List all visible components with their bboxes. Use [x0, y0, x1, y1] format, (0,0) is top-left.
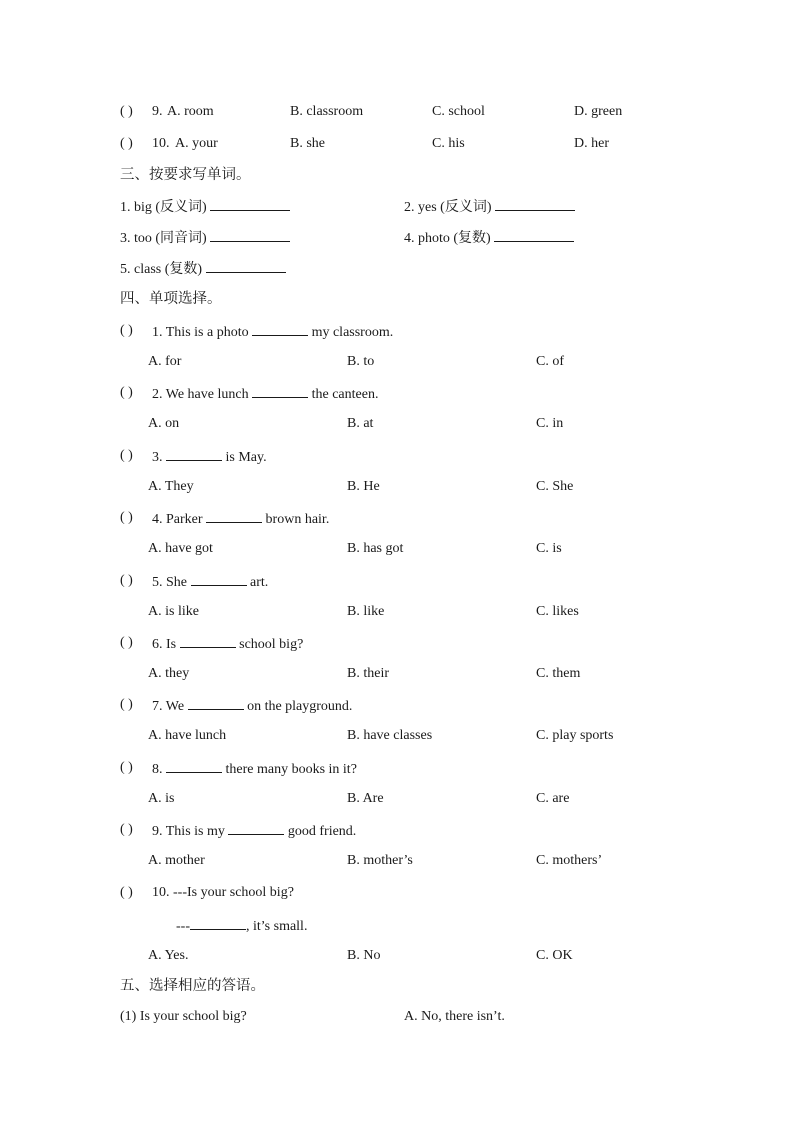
option-c[interactable]: C. play sports	[536, 728, 614, 743]
question-stem	[152, 758, 357, 780]
question-text: on the playground.	[247, 699, 353, 714]
question-text: brown hair.	[265, 512, 330, 527]
option-c[interactable]: C. are	[536, 791, 570, 806]
option-b[interactable]: B. like	[347, 604, 385, 619]
question-text: 9. This is my	[152, 824, 225, 839]
option-a[interactable]: A. for	[148, 354, 182, 369]
question-text: there many books in it?	[225, 762, 357, 777]
answer-paren[interactable]: ( )	[120, 385, 133, 400]
question-row	[120, 508, 680, 528]
word-item-label: 5. class (复数)	[120, 262, 203, 277]
question-text: 10. ---Is your school big?	[152, 885, 294, 900]
question-text: , it’s small.	[246, 919, 308, 934]
question-stem	[152, 383, 378, 405]
fill-blank[interactable]	[188, 695, 244, 710]
answer-paren[interactable]: ( )	[120, 822, 133, 837]
question-text: 3.	[152, 450, 163, 465]
option-a[interactable]: A. is	[148, 791, 175, 806]
fill-blank[interactable]	[190, 915, 246, 930]
question-row	[120, 633, 680, 653]
options-row	[120, 477, 680, 497]
question-row	[120, 883, 680, 903]
options-row	[120, 789, 680, 809]
question-text: school big?	[239, 637, 304, 652]
word-item-4	[404, 227, 574, 249]
option-b[interactable]: B. to	[347, 354, 375, 369]
option-a: A. your	[175, 136, 218, 151]
word-item-3	[120, 227, 290, 249]
answer-blank[interactable]	[495, 196, 575, 211]
part3-row-3	[120, 258, 680, 278]
fill-blank[interactable]	[228, 820, 284, 835]
section-heading: 四、单项选择。	[120, 291, 222, 307]
question-row	[120, 758, 680, 778]
answer-blank[interactable]	[210, 227, 290, 242]
question-stem	[176, 915, 307, 937]
fill-blank[interactable]	[180, 633, 236, 648]
option-a[interactable]: A. is like	[148, 604, 199, 619]
option-a: A. room	[167, 104, 214, 119]
question-row	[120, 820, 680, 840]
part4-heading	[120, 289, 680, 309]
option-a[interactable]: A. mother	[148, 853, 205, 868]
question-text: the canteen.	[311, 387, 379, 402]
word-item-2	[404, 196, 575, 218]
answer-blank[interactable]	[210, 196, 290, 211]
answer-blank[interactable]	[494, 227, 574, 242]
question-row	[120, 571, 680, 591]
options-row	[120, 602, 680, 622]
option-b: B. she	[290, 136, 325, 151]
question-text: is May.	[225, 450, 267, 465]
option-b[interactable]: B. No	[347, 948, 381, 963]
fill-blank[interactable]	[252, 383, 308, 398]
option-c[interactable]: C. likes	[536, 604, 579, 619]
match-answer: A. No, there isn’t.	[404, 1009, 505, 1024]
options-row	[120, 414, 680, 434]
answer-paren[interactable]: ( )	[120, 573, 133, 588]
section-heading: 三、按要求写单词。	[120, 167, 251, 183]
fill-blank[interactable]	[166, 758, 222, 773]
part3-row-1	[120, 196, 680, 216]
question-row	[120, 383, 680, 403]
option-c[interactable]: C. mothers’	[536, 853, 603, 868]
option-b[interactable]: B. He	[347, 479, 380, 494]
question-row	[120, 446, 680, 466]
options-row	[120, 664, 680, 684]
option-c: C. school	[432, 104, 485, 119]
word-item-5	[120, 258, 286, 280]
option-b[interactable]: B. have classes	[347, 728, 433, 743]
option-b[interactable]: B. at	[347, 416, 374, 431]
fill-blank[interactable]	[191, 571, 247, 586]
question-text: 1. This is a photo	[152, 325, 249, 340]
option-c[interactable]: C. She	[536, 479, 574, 494]
answer-paren[interactable]: ( )	[120, 697, 133, 712]
answer-paren: ( )	[120, 136, 133, 151]
part3-heading	[120, 165, 680, 185]
question-text: 5. She	[152, 575, 187, 590]
question-stem	[152, 820, 356, 842]
question-stem	[152, 446, 267, 468]
option-c[interactable]: C. in	[536, 416, 564, 431]
match-question: (1) Is your school big?	[120, 1009, 247, 1024]
option-c[interactable]: C. them	[536, 666, 581, 681]
part3-row-2	[120, 227, 680, 247]
option-b[interactable]: B. has got	[347, 541, 404, 556]
question-number: 9.	[152, 104, 163, 119]
options-row	[120, 851, 680, 871]
options-row	[120, 726, 680, 746]
question-row	[120, 321, 680, 341]
options-row	[120, 539, 680, 559]
option-b[interactable]: B. Are	[347, 791, 384, 806]
question-row	[120, 695, 680, 715]
part2-question-9	[120, 102, 680, 122]
question-text: 4. Parker	[152, 512, 203, 527]
fill-blank[interactable]	[252, 321, 308, 336]
option-a[interactable]: A. They	[148, 479, 194, 494]
option-b[interactable]: B. mother’s	[347, 853, 413, 868]
option-d: D. green	[574, 104, 623, 119]
word-item-label: 2. yes (反义词)	[404, 200, 492, 215]
question-text: my classroom.	[311, 325, 394, 340]
question-stem	[152, 508, 329, 530]
option-c[interactable]: C. of	[536, 354, 564, 369]
answer-paren[interactable]: ( )	[120, 885, 133, 900]
question-text: 8.	[152, 762, 163, 777]
question-text: art.	[250, 575, 269, 590]
question-stem	[152, 633, 303, 655]
option-b: B. classroom	[290, 104, 364, 119]
question-stem	[152, 883, 294, 903]
word-item-label: 3. too (同音词)	[120, 231, 207, 246]
option-c[interactable]: C. is	[536, 541, 562, 556]
answer-paren[interactable]: ( )	[120, 510, 133, 525]
part2-question-10	[120, 134, 680, 154]
answer-paren[interactable]: ( )	[120, 635, 133, 650]
option-b[interactable]: B. their	[347, 666, 389, 681]
options-row	[120, 946, 680, 966]
options-row	[120, 352, 680, 372]
part5-row-1	[120, 1007, 680, 1027]
option-a[interactable]: A. Yes.	[148, 948, 189, 963]
question-text: good friend.	[287, 824, 357, 839]
question-stem	[152, 695, 352, 717]
question-row-continued	[120, 915, 680, 935]
question-text: 2. We have lunch	[152, 387, 253, 402]
question-stem	[152, 571, 268, 593]
word-item-1	[120, 196, 290, 218]
option-a[interactable]: A. have got	[148, 541, 213, 556]
word-item-label: 4. photo (复数)	[404, 231, 491, 246]
question-text: 6. Is	[152, 637, 177, 652]
answer-paren[interactable]: ( )	[120, 323, 133, 338]
option-c[interactable]: C. OK	[536, 948, 573, 963]
option-c: C. his	[432, 136, 465, 151]
part5-heading	[120, 976, 680, 996]
fill-blank[interactable]	[166, 446, 222, 461]
question-number: 10.	[152, 136, 170, 151]
answer-paren[interactable]: ( )	[120, 448, 133, 463]
answer-paren: ( )	[120, 104, 133, 119]
question-text: ---	[176, 919, 190, 934]
question-text: 7. We	[152, 699, 185, 714]
answer-blank[interactable]	[206, 258, 286, 273]
option-a[interactable]: A. have lunch	[148, 728, 227, 743]
word-item-label: 1. big (反义词)	[120, 200, 207, 215]
question-stem	[152, 321, 393, 343]
answer-paren[interactable]: ( )	[120, 760, 133, 775]
section-heading: 五、选择相应的答语。	[120, 978, 265, 994]
option-a[interactable]: A. on	[148, 416, 180, 431]
option-a[interactable]: A. they	[148, 666, 190, 681]
fill-blank[interactable]	[206, 508, 262, 523]
option-d: D. her	[574, 136, 609, 151]
